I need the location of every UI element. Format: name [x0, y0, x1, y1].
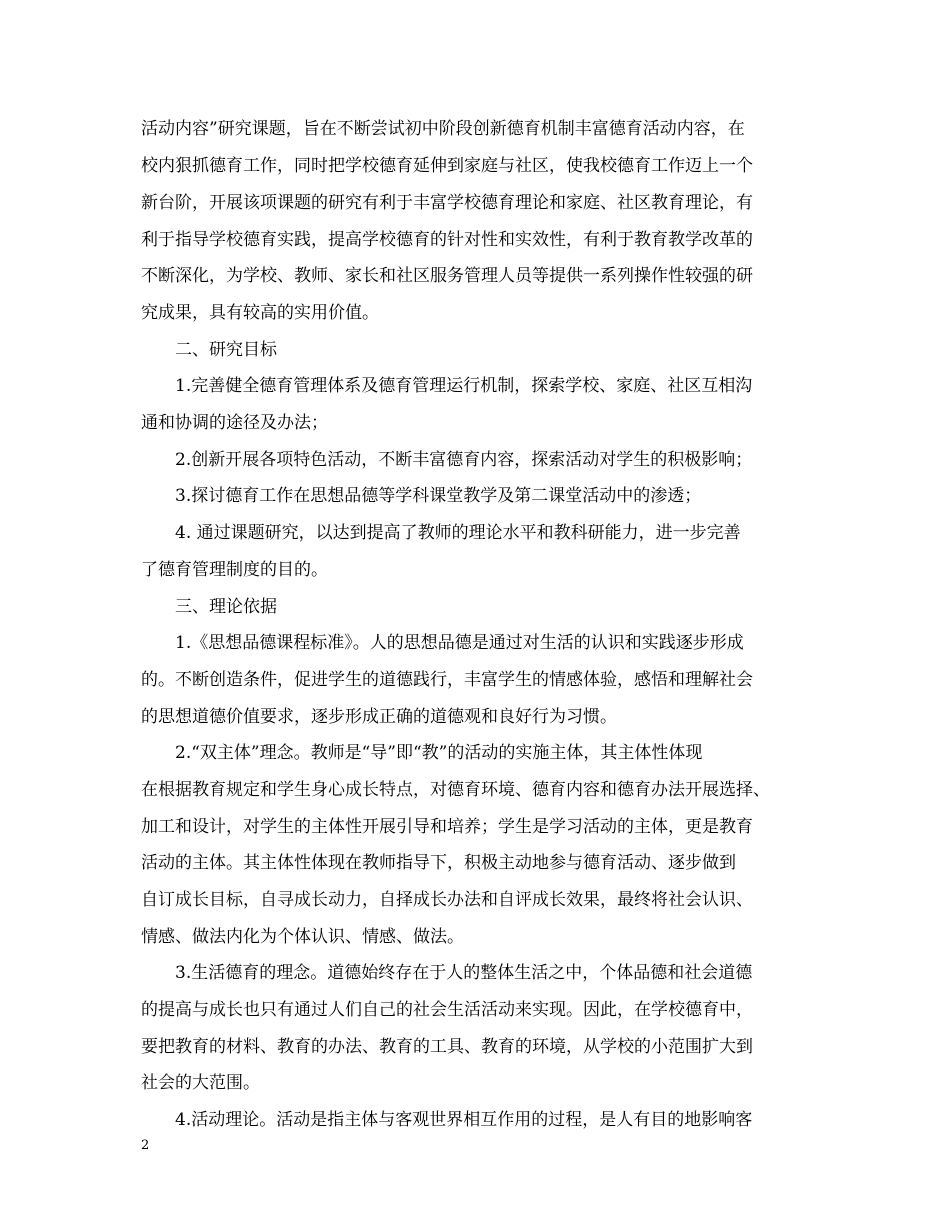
text-line: 社会的大范围。 [141, 1073, 260, 1093]
section-heading: 三、理论依据 [175, 597, 277, 617]
text-line: 通和协调的途径及办法； [141, 413, 328, 433]
text-line: 3.探讨德育工作在思想品德等学科课堂教学及第二课堂活动中的渗透； [175, 486, 702, 506]
text-line: 利于指导学校德育实践，提高学校德育的针对性和实效性，有利于教育教学改革的 [141, 230, 753, 250]
text-line: 自订成长目标，自寻成长动力，自择成长办法和自评成长效果，最终将社会认识、 [141, 890, 753, 910]
page-number: 2 [141, 1138, 150, 1153]
text-line: 不断深化，为学校、教师、家长和社区服务管理人员等提供一系列操作性较强的研 [141, 266, 753, 286]
text-line: 的思想道德价值要求，逐步形成正确的道德观和良好行为习惯。 [141, 707, 617, 727]
text-line: 3.生活德育的理念。道德始终存在于人的整体生活之中，个体品德和社会道德 [175, 963, 753, 983]
text-line: 情感、做法内化为个体认识、情感、做法。 [141, 927, 464, 947]
text-line: 1.完善健全德育管理体系及德育管理运行机制，探索学校、家庭、社区互相沟 [175, 376, 753, 396]
text-line: 活动内容”研究课题，旨在不断尝试初中阶段创新德育机制丰富德育活动内容，在 [141, 119, 745, 139]
text-line: 加工和设计，对学生的主体性开展引导和培养；学生是学习活动的主体，更是教育 [141, 817, 753, 837]
text-line: 4. 通过课题研究，以达到提高了教师的理论水平和教科研能力，进一步完善 [175, 523, 741, 543]
text-line: 1.《思想品德课程标准》。人的思想品德是通过对生活的认识和实践逐步形成 [175, 633, 744, 653]
text-line: 活动的主体。其主体性体现在教师指导下，积极主动地参与德育活动、逐步做到 [141, 853, 736, 873]
text-line: 4.活动理论。活动是指主体与客观世界相互作用的过程，是人有目的地影响客 [175, 1110, 753, 1130]
text-line: 2.“双主体”理念。教师是“导”即“教”的活动的实施主体，其主体性体现 [175, 743, 703, 763]
text-line: 校内狠抓德育工作，同时把学校德育延伸到家庭与社区，使我校德育工作迈上一个 [141, 156, 753, 176]
text-line: 2.创新开展各项特色活动，不断丰富德育内容，探索活动对学生的积极影响； [175, 450, 753, 470]
text-line: 在根据教育规定和学生身心成长特点，对德育环境、德育内容和德育办法开展选择、 [141, 780, 770, 800]
text-line: 要把教育的材料、教育的办法、教育的工具、教育的环境，从学校的小范围扩大到 [141, 1037, 753, 1057]
text-line: 了德育管理制度的目的。 [141, 560, 328, 580]
text-line: 的提高与成长也只有通过人们自己的社会生活活动来实现。因此，在学校德育中， [141, 1000, 753, 1020]
text-line: 的。不断创造条件，促进学生的道德践行，丰富学生的情感体验，感悟和理解社会 [141, 670, 753, 690]
section-heading: 二、研究目标 [175, 340, 277, 360]
text-line: 新台阶，开展该项课题的研究有利于丰富学校德育理论和家庭、社区教育理论，有 [141, 193, 753, 213]
text-line: 究成果，具有较高的实用价值。 [141, 303, 379, 323]
